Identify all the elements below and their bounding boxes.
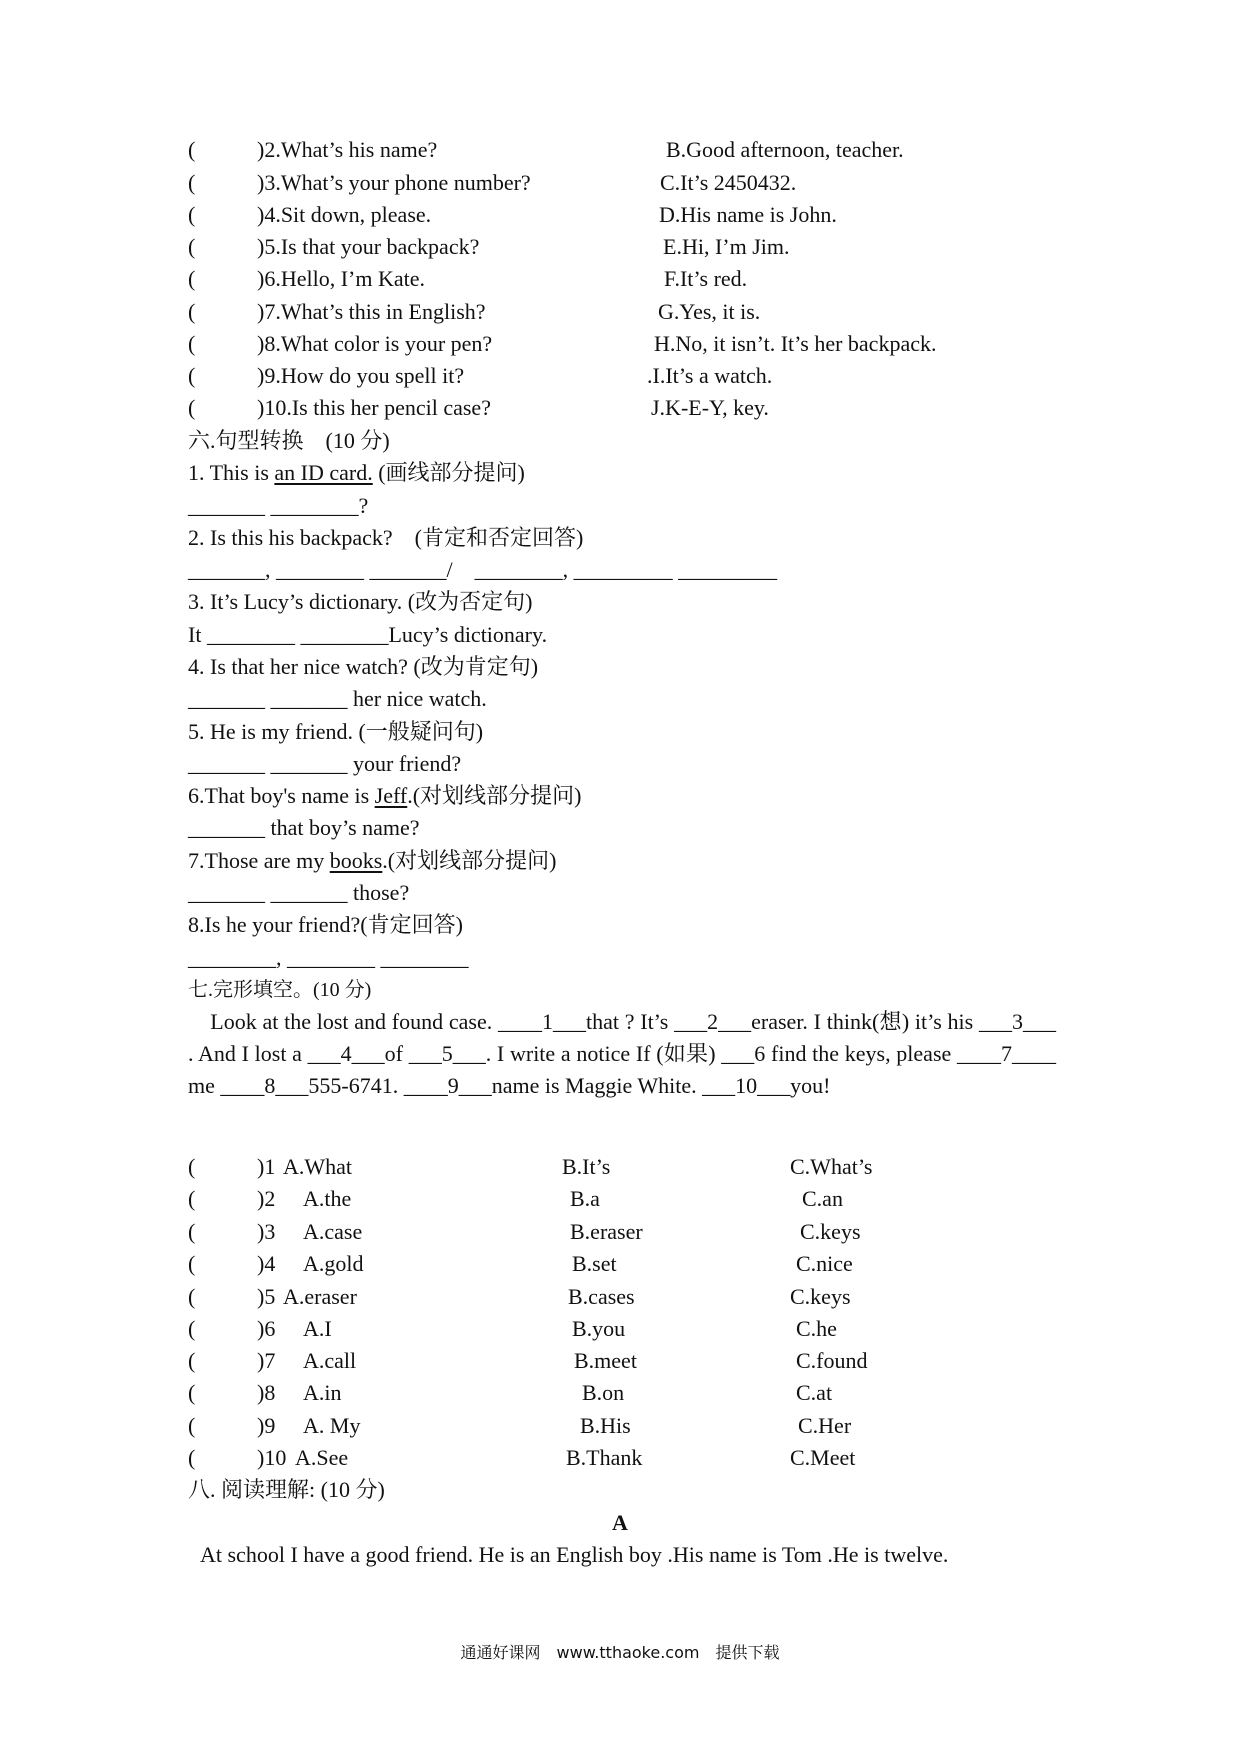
- paren: (: [188, 299, 196, 324]
- question: )2.What’s his name?: [257, 137, 438, 162]
- section-title: 七.完形填空。(10 分): [188, 979, 372, 1001]
- option-c: C.at: [796, 1380, 833, 1405]
- option-a: A.I: [303, 1316, 332, 1341]
- answer-blank: _______, ________ _______/ ________, _________ _________: [188, 557, 778, 582]
- underlined-part: an ID card.: [274, 460, 373, 485]
- paren: (: [188, 1348, 196, 1373]
- question: )6.Hello, I’m Kate.: [257, 266, 425, 291]
- item-text: 7.Those are my: [188, 848, 330, 873]
- cloze-passage: Look at the lost and found case. ____1___that ? It’s ___2___eraser. I think(想) it’s his ___3___ . And I lost a ___4___of ___5___. I write a notice If (如果) ___6 find the keys, please ____7____ me ____8___555-6741. ____9___name is Maggie White. ___10___you!: [188, 1009, 1056, 1098]
- option-num: )9: [257, 1413, 276, 1438]
- question: )8.What color is your pen?: [257, 331, 493, 356]
- option-b: B.cases: [568, 1284, 635, 1309]
- option-a: A.gold: [303, 1251, 364, 1276]
- option-c: C.What’s: [790, 1154, 873, 1179]
- underlined-part: books: [329, 848, 383, 873]
- option-c: C.found: [796, 1348, 868, 1373]
- answer: H.No, it isn’t. It’s her backpack.: [654, 331, 937, 356]
- paren: (: [188, 1316, 196, 1341]
- option-b: B.It’s: [562, 1154, 611, 1179]
- answer-blank: _______ _______ her nice watch.: [188, 686, 487, 711]
- section-title: 六.句型转换 (10 分): [188, 428, 390, 453]
- option-a: A.call: [303, 1348, 357, 1373]
- passage-label: A: [612, 1510, 628, 1535]
- option-b: B.you: [572, 1316, 626, 1341]
- answer: J.K-E-Y, key.: [651, 395, 769, 420]
- paren: (: [188, 1413, 196, 1438]
- paren: (: [188, 170, 196, 195]
- item-instruction: .(对划线部分提问): [407, 783, 582, 808]
- paren: (: [188, 331, 196, 356]
- option-c: C.Meet: [790, 1445, 856, 1470]
- item-text: 6.That boy's name is: [188, 783, 375, 808]
- answer-blank: _______ that boy’s name?: [188, 815, 420, 840]
- option-b: B.His: [580, 1413, 631, 1438]
- option-num: )5: [257, 1284, 276, 1309]
- item-6: [188, 782, 581, 810]
- underlined-part: Jeff: [374, 783, 408, 808]
- option-c: C.an: [802, 1186, 843, 1211]
- question: )4.Sit down, please.: [257, 202, 432, 227]
- option-c: C.keys: [790, 1284, 851, 1309]
- answer: C.It’s 2450432.: [660, 170, 797, 195]
- answer-blank: _______ ________?: [188, 493, 369, 518]
- paren: (: [188, 1284, 196, 1309]
- item-1: [188, 459, 525, 487]
- item-4: 4. Is that her nice watch? (改为肯定句): [188, 654, 539, 679]
- option-num: )4: [257, 1251, 276, 1276]
- paren: (: [188, 137, 196, 162]
- option-b: B.a: [570, 1186, 600, 1211]
- answer: E.Hi, I’m Jim.: [663, 234, 790, 259]
- option-a: A.case: [303, 1219, 363, 1244]
- paren: (: [188, 1445, 196, 1470]
- option-num: )3: [257, 1219, 276, 1244]
- item-instruction: (画线部分提问): [372, 460, 525, 485]
- paren: (: [188, 202, 196, 227]
- answer-blank: _______ _______ those?: [188, 880, 410, 905]
- option-a: A.in: [303, 1380, 342, 1405]
- question: )9.How do you spell it?: [257, 363, 465, 388]
- option-c: C.he: [796, 1316, 837, 1341]
- option-a: A.What: [283, 1154, 353, 1179]
- option-num: )8: [257, 1380, 276, 1405]
- answer-blank: ________, ________ ________: [188, 945, 469, 970]
- answer: B.Good afternoon, teacher.: [666, 137, 904, 162]
- option-a: A.the: [303, 1186, 352, 1211]
- option-b: B.set: [572, 1251, 617, 1276]
- answer: G.Yes, it is.: [658, 299, 761, 324]
- item-2: 2. Is this his backpack? (肯定和否定回答): [188, 525, 584, 550]
- answer: F.It’s red.: [664, 266, 748, 291]
- paren: (: [188, 234, 196, 259]
- paren: (: [188, 395, 196, 420]
- option-c: C.nice: [796, 1251, 853, 1276]
- item-3: 3. It’s Lucy’s dictionary. (改为否定句): [188, 589, 533, 614]
- reading-text: At school I have a good friend. He is an English boy .His name is Tom .He is twelve.: [200, 1542, 949, 1567]
- answer-blank: It ________ ________Lucy’s dictionary.: [188, 622, 548, 647]
- option-a: A.eraser: [283, 1284, 357, 1309]
- option-c: C.keys: [800, 1219, 861, 1244]
- option-num: )7: [257, 1348, 276, 1373]
- paren: (: [188, 1186, 196, 1211]
- option-num: )6: [257, 1316, 276, 1341]
- option-b: B.eraser: [570, 1219, 643, 1244]
- option-b: B.on: [582, 1380, 625, 1405]
- question: )7.What’s this in English?: [257, 299, 486, 324]
- option-num: )10: [257, 1445, 287, 1470]
- item-7: [188, 847, 556, 875]
- answer-blank: _______ _______ your friend?: [188, 751, 462, 776]
- item-text: 1. This is: [188, 460, 275, 485]
- paren: (: [188, 363, 196, 388]
- paren: (: [188, 1251, 196, 1276]
- section-title: 八. 阅读理解: (10 分): [188, 1477, 385, 1502]
- option-b: B.meet: [574, 1348, 637, 1373]
- answer: .I.It’s a watch.: [647, 363, 773, 388]
- paren: (: [188, 1380, 196, 1405]
- option-a: A. My: [303, 1413, 361, 1438]
- paren: (: [188, 1154, 196, 1179]
- option-num: )1: [257, 1154, 276, 1179]
- item-instruction: .(对划线部分提问): [382, 848, 557, 873]
- question: )10.Is this her pencil case?: [257, 395, 491, 420]
- paren: (: [188, 1219, 196, 1244]
- option-a: A.See: [295, 1445, 349, 1470]
- item-5: 5. He is my friend. (一般疑问句): [188, 719, 484, 744]
- paren: (: [188, 266, 196, 291]
- footer-watermark: 通通好课网 www.tthaoke.com 提供下载: [460, 1643, 780, 1662]
- option-c: C.Her: [798, 1413, 852, 1438]
- option-b: B.Thank: [566, 1445, 643, 1470]
- question: )5.Is that your backpack?: [257, 234, 480, 259]
- item-8: 8.Is he your friend?(肯定回答): [188, 912, 463, 937]
- option-num: )2: [257, 1186, 276, 1211]
- answer: D.His name is John.: [659, 202, 837, 227]
- question: )3.What’s your phone number?: [257, 170, 531, 195]
